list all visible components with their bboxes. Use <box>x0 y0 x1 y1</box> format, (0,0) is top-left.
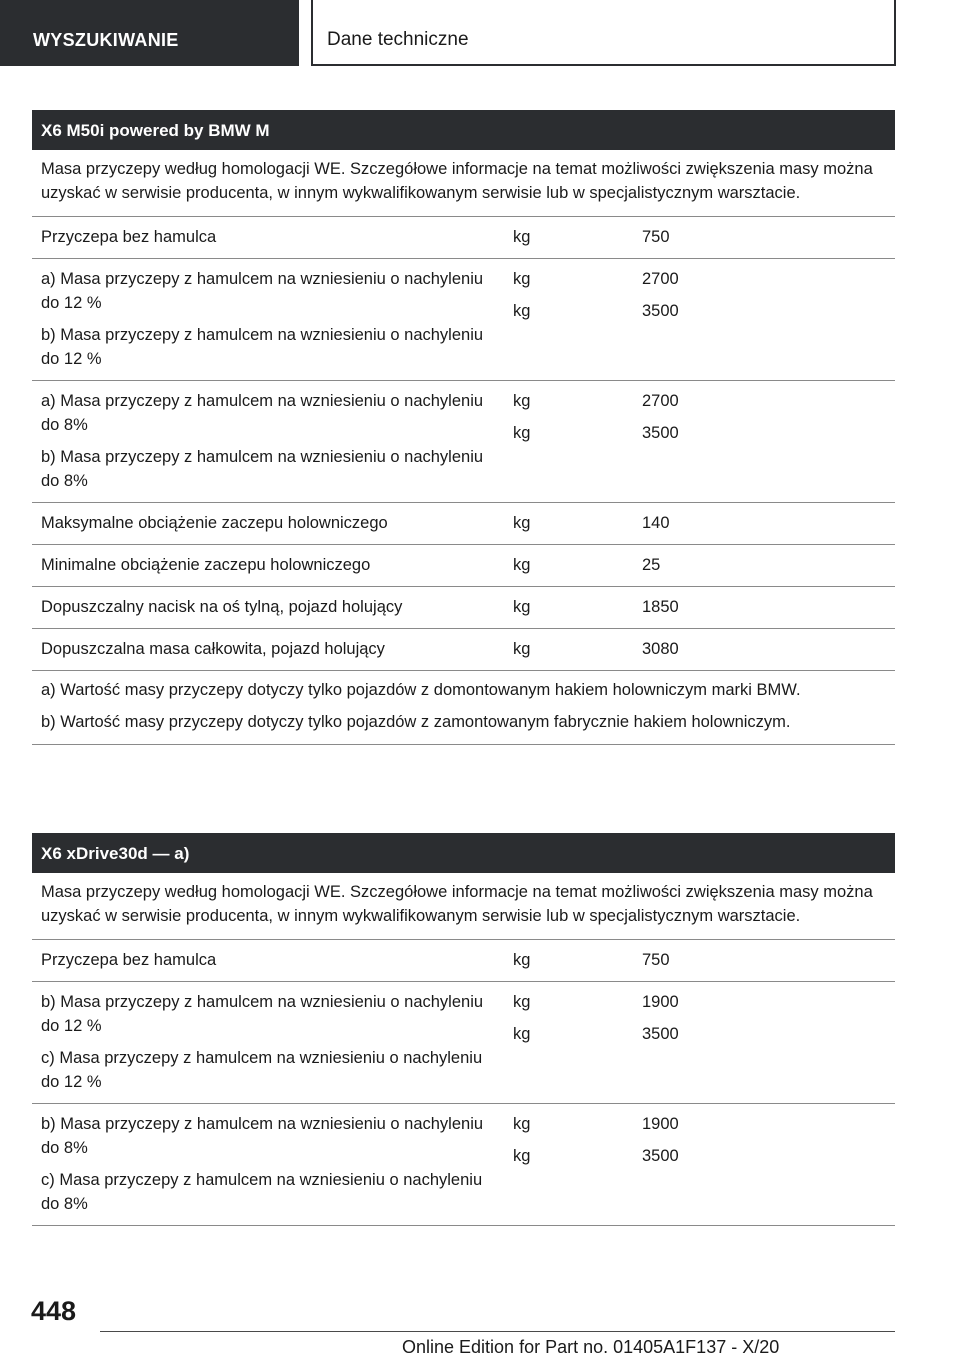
row-unit-cell <box>505 381 633 502</box>
row-label-cell <box>32 940 505 981</box>
row-value-cell <box>633 940 895 981</box>
row-label: b) Masa przyczepy z hamulcem na wzniesieniu o nachyleniu do 8% <box>41 448 484 490</box>
row-value: 750 <box>642 951 670 969</box>
row-label: c) Masa przyczepy z hamulcem na wzniesieniu o nachyleniu do 12 % <box>41 1049 483 1091</box>
row-label: Przyczepa bez hamulca <box>41 228 217 246</box>
row-label-cell <box>32 629 505 670</box>
row-unit-cell <box>505 545 633 586</box>
row-unit-cell <box>505 503 633 544</box>
row-unit: kg <box>513 270 531 288</box>
row-unit-cell <box>505 259 633 380</box>
row-unit-cell <box>505 587 633 628</box>
page-number: 448 <box>31 1296 77 1326</box>
row-unit: kg <box>513 514 531 532</box>
section-intro: Masa przyczepy według homologacji WE. Szczegółowe informacje na temat możliwości zwiększenia masy można uzyskać w serwisie producenta, w innym wykwalifikowanym serwisie lub w specjalistycznym warsztacie. <box>32 873 895 940</box>
footnote-a: a) Wartość masy przyczepy dotyczy tylko pojazdów z domontowanym hakiem holowniczym marki BMW. <box>41 681 801 699</box>
row-value: 3500 <box>642 1147 679 1165</box>
row-unit: kg <box>513 556 531 574</box>
footer-divider <box>100 1331 895 1332</box>
row-unit: kg <box>513 302 531 320</box>
section-x6-xdrive30d <box>32 833 895 1226</box>
table-row <box>32 629 895 671</box>
row-unit: kg <box>513 951 531 969</box>
spec-table <box>32 940 895 1226</box>
table-row <box>32 259 895 381</box>
row-unit: kg <box>513 598 531 616</box>
row-label: b) Masa przyczepy z hamulcem na wzniesieniu o nachyleniu do 12 % <box>41 326 484 368</box>
row-label: a) Masa przyczepy z hamulcem na wzniesieniu o nachyleniu do 12 % <box>41 270 484 312</box>
row-value-cell <box>633 217 895 258</box>
row-value: 1850 <box>642 598 679 616</box>
row-value: 3500 <box>642 302 679 320</box>
spec-table <box>32 217 895 671</box>
top-bar <box>0 0 960 66</box>
row-label: Minimalne obciążenie zaczepu holowniczego <box>41 556 371 574</box>
footer-edition-text: Online Edition for Part no. 01405A1F137 - X/20 <box>402 1337 780 1357</box>
row-label-cell <box>32 503 505 544</box>
table-row <box>32 545 895 587</box>
row-unit: kg <box>513 1025 531 1043</box>
row-value: 750 <box>642 228 670 246</box>
section-heading: X6 xDrive30d — a) <box>32 833 895 873</box>
row-label: b) Masa przyczepy z hamulcem na wzniesieniu o nachyleniu do 12 % <box>41 993 484 1035</box>
row-value-cell <box>633 503 895 544</box>
table-row <box>32 503 895 545</box>
row-unit: kg <box>513 228 531 246</box>
row-value: 2700 <box>642 392 679 410</box>
row-unit: kg <box>513 640 531 658</box>
section-heading: X6 M50i powered by BMW M <box>32 110 895 150</box>
row-value-cell <box>633 629 895 670</box>
table-row <box>32 940 895 982</box>
row-value: 1900 <box>642 993 679 1011</box>
row-label: Maksymalne obciążenie zaczepu holowniczego <box>41 514 388 532</box>
row-value-cell <box>633 381 895 502</box>
row-label: b) Masa przyczepy z hamulcem na wzniesieniu o nachyleniu do 8% <box>41 1115 484 1157</box>
row-label-cell <box>32 982 505 1103</box>
row-value: 2700 <box>642 270 679 288</box>
row-unit-cell <box>505 940 633 981</box>
table-row <box>32 381 895 503</box>
row-unit-cell <box>505 982 633 1103</box>
row-value-cell <box>633 259 895 380</box>
row-unit-cell <box>505 217 633 258</box>
row-label-cell <box>32 381 505 502</box>
footnote-b: b) Wartość masy przyczepy dotyczy tylko pojazdów z zamontowanym fabrycznie hakiem holowniczym. <box>41 713 791 731</box>
row-unit: kg <box>513 392 531 410</box>
row-value: 1900 <box>642 1115 679 1133</box>
row-label: Dopuszczalny nacisk na oś tylną, pojazd holujący <box>41 598 403 616</box>
row-unit: kg <box>513 1115 531 1133</box>
row-value: 3500 <box>642 424 679 442</box>
row-value: 140 <box>642 514 670 532</box>
row-unit-cell <box>505 629 633 670</box>
row-unit: kg <box>513 993 531 1011</box>
section-x6-m50i <box>32 110 895 745</box>
row-label: a) Masa przyczepy z hamulcem na wzniesieniu o nachyleniu do 8% <box>41 392 484 434</box>
row-label-cell <box>32 259 505 380</box>
row-label-cell <box>32 217 505 258</box>
row-value-cell <box>633 1104 895 1225</box>
table-row <box>32 1104 895 1226</box>
section-intro: Masa przyczepy według homologacji WE. Szczegółowe informacje na temat możliwości zwiększenia masy można uzyskać w serwisie producenta, w innym wykwalifikowanym serwisie lub w specjalistycznym warsztacie. <box>32 150 895 217</box>
row-label: Dopuszczalna masa całkowita, pojazd holujący <box>41 640 385 658</box>
table-row <box>32 217 895 259</box>
row-unit: kg <box>513 1147 531 1165</box>
row-value-cell <box>633 587 895 628</box>
row-value-cell <box>633 545 895 586</box>
footnotes <box>32 671 895 745</box>
row-value-cell <box>633 982 895 1103</box>
row-label-cell <box>32 1104 505 1225</box>
search-tab-button[interactable]: WYSZUKIWANIE <box>0 0 299 66</box>
table-row <box>32 587 895 629</box>
row-value: 3080 <box>642 640 679 658</box>
row-value: 25 <box>642 556 661 574</box>
row-label-cell <box>32 587 505 628</box>
row-label-cell <box>32 545 505 586</box>
row-unit-cell <box>505 1104 633 1225</box>
chapter-title: Dane techniczne <box>311 0 896 66</box>
row-label: c) Masa przyczepy z hamulcem na wzniesieniu o nachyleniu do 8% <box>41 1171 483 1213</box>
row-value: 3500 <box>642 1025 679 1043</box>
row-unit: kg <box>513 424 531 442</box>
table-row <box>32 982 895 1104</box>
row-label: Przyczepa bez hamulca <box>41 951 217 969</box>
